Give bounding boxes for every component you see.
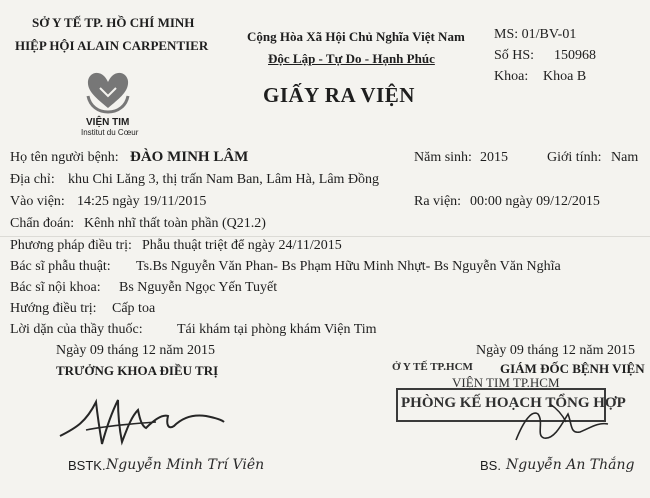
record-number-label: Số HS: <box>494 48 535 63</box>
advice: Tái khám tại phòng khám Viện Tim <box>177 322 377 337</box>
department: Khoa B <box>543 69 587 84</box>
left-signer-name: Nguyễn Minh Trí Viên <box>106 457 265 473</box>
gender-label: Giới tính: <box>547 150 602 165</box>
heart-hands-logo <box>80 66 136 116</box>
treatment-label: Phương pháp điều trị: <box>10 238 132 253</box>
gender: Nam <box>611 150 639 165</box>
left-signature <box>56 392 226 456</box>
right-signer-prefix: BS. <box>480 458 501 473</box>
diagnosis-label: Chẩn đoán: <box>10 216 75 231</box>
paper-fold-line <box>0 236 650 237</box>
document-title: GIẤY RA VIỆN <box>263 83 415 107</box>
left-sign-date: Ngày 09 tháng 12 năm 2015 <box>56 343 216 358</box>
advice-label: Lời dặn của thầy thuốc: <box>10 322 143 337</box>
internist-label: Bác sĩ nội khoa: <box>10 280 101 295</box>
birth-year: 2015 <box>480 150 508 165</box>
right-signature <box>510 400 620 456</box>
diagnosis: Kênh nhĩ thất toàn phần (Q21.2) <box>84 216 266 231</box>
right-sign-title: GIÁM ĐỐC BỆNH VIỆN <box>500 361 645 376</box>
discharge-label: Ra viện: <box>414 194 462 209</box>
form-code: MS: 01/BV-01 <box>494 27 577 42</box>
nation-name: Cộng Hòa Xã Hội Chủ Nghĩa Việt Nam <box>247 29 465 44</box>
patient-name-label: Họ tên người bệnh: <box>10 150 119 165</box>
right-sign-date: Ngày 09 tháng 12 năm 2015 <box>476 343 636 358</box>
right-signer-name: Nguyễn An Thắng <box>506 457 635 473</box>
admit-time: 14:25 ngày 19/11/2015 <box>77 194 207 209</box>
address-label: Địa chỉ: <box>10 172 55 187</box>
left-sign-title: TRƯỞNG KHOA ĐIỀU TRỊ <box>56 363 219 378</box>
association-name: HIỆP HỘI ALAIN CARPENTIER <box>15 38 209 53</box>
ministry-name: SỞ Y TẾ TP. HỒ CHÍ MINH <box>32 15 195 30</box>
stamp-mid-text: VIỆN TIM TP.HCM <box>452 375 560 390</box>
record-number: 150968 <box>554 48 596 63</box>
department-label: Khoa: <box>494 69 529 84</box>
nation-motto: Độc Lập - Tự Do - Hạnh Phúc <box>268 51 435 66</box>
admit-label: Vào viện: <box>10 194 65 209</box>
birth-year-label: Năm sinh: <box>414 150 472 165</box>
address: khu Chi Lăng 3, thị trấn Nam Ban, Lâm Hà, Lâm Đồng <box>68 172 380 187</box>
internist: Bs Nguyễn Ngọc Yến Tuyết <box>119 280 278 295</box>
stamp-top-text: Ở Y TẾ TP.HCM <box>392 361 473 373</box>
logo-title: VIỆN TIM <box>86 117 130 128</box>
stamp-box-text: PHÒNG KẾ HOẠCH TỔNG HỢP <box>401 395 626 411</box>
direction-label: Hướng điều trị: <box>10 301 97 316</box>
discharge-time: 00:00 ngày 09/12/2015 <box>470 194 600 209</box>
logo-subtitle: Institut du Cœur <box>81 128 139 137</box>
treatment: Phẫu thuật triệt để ngày 24/11/2015 <box>142 238 342 253</box>
left-signer-prefix: BSTK. <box>68 458 106 473</box>
surgeons: Ts.Bs Nguyễn Văn Phan- Bs Phạm Hữu Minh Nhựt- Bs Nguyễn Văn Nghĩa <box>136 259 561 274</box>
surgeons-label: Bác sĩ phẫu thuật: <box>10 259 111 274</box>
patient-name: ĐÀO MINH LÂM <box>130 149 249 165</box>
direction: Cấp toa <box>112 301 156 316</box>
